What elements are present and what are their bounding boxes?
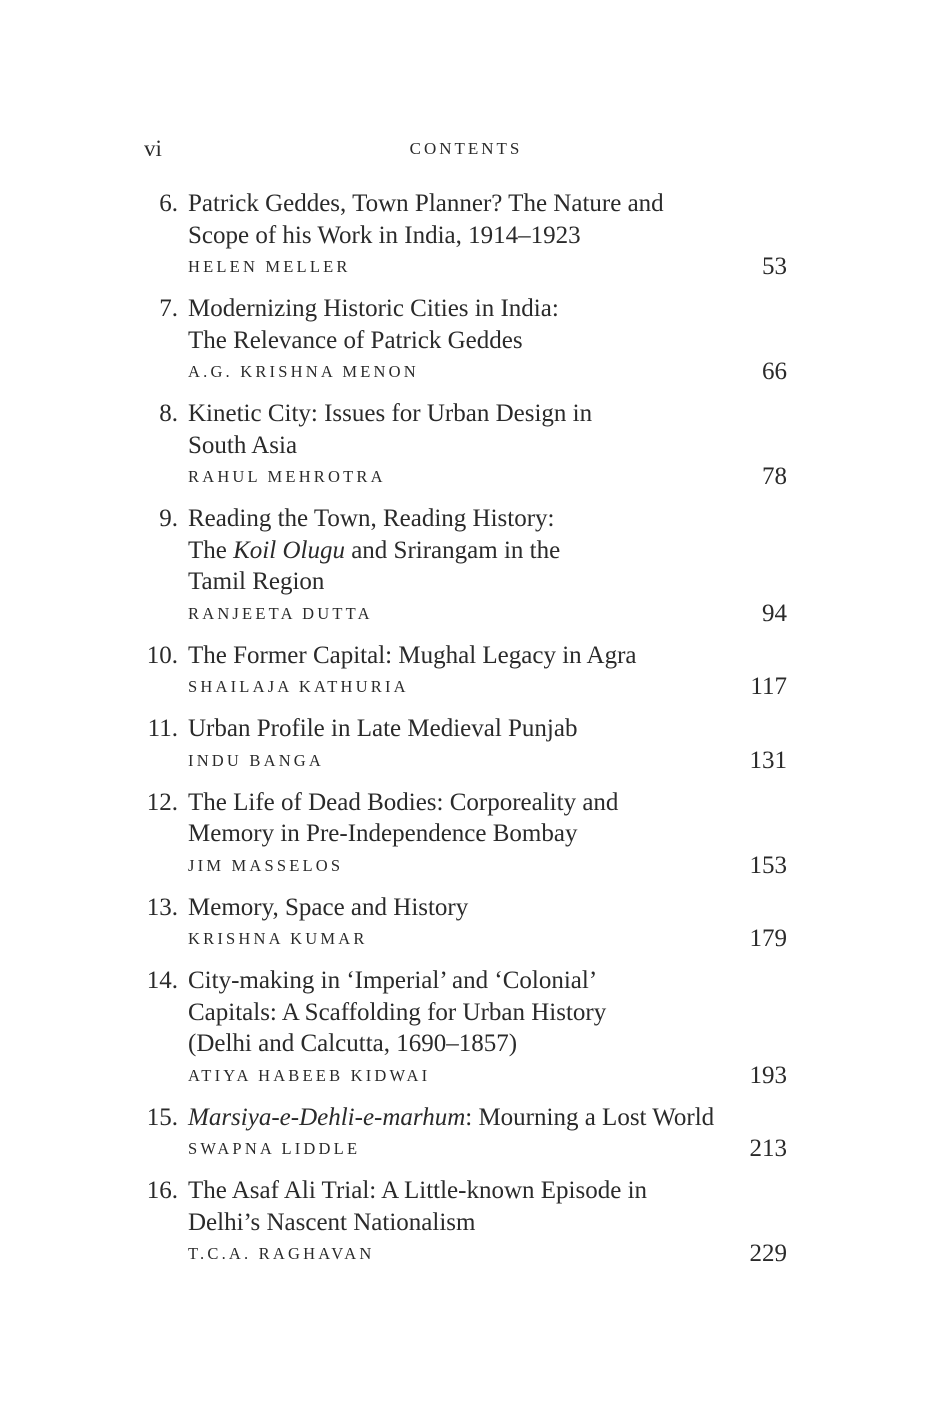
page-number: 193 (749, 1061, 787, 1089)
toc-entry[interactable] (0, 503, 932, 629)
chapter-number: 11. (147, 715, 178, 742)
chapter-author: RAHUL MEHROTRA (188, 467, 386, 486)
chapter-title: The Life of Dead Bodies: Corporeality and Memory in Pre-Independence Bombay (188, 788, 619, 847)
title-italic: Marsiya-e-Dehli-e-marhum (188, 1103, 466, 1131)
chapter-author: SHAILAJA KATHURIA (188, 677, 409, 696)
title-text: and Srirangam in the Tamil Region (188, 536, 561, 595)
chapter-number: 7. (159, 295, 178, 322)
chapter-author: A.G. KRISHNA MENON (188, 362, 419, 381)
chapter-author: RANJEETA DUTTA (188, 603, 373, 623)
chapter-title: Patrick Geddes, Town Planner? The Nature and Scope of his Work in India, 1914–1923 (188, 190, 664, 249)
chapter-title: Memory, Space and History (188, 893, 469, 921)
toc-entry[interactable] (0, 892, 932, 955)
chapter-title: The Former Capital: Mughal Legacy in Agra (188, 641, 637, 669)
chapter-number: 9. (159, 505, 178, 532)
title-italic: Koil Olugu (233, 536, 345, 564)
chapter-title (188, 503, 728, 598)
toc-entry[interactable] (0, 1102, 932, 1165)
chapter-number: 16. (146, 1177, 178, 1204)
chapter-title: Urban Profile in Late Medieval Punjab (188, 715, 578, 742)
page-folio: vi (144, 136, 162, 161)
running-head (0, 134, 932, 164)
page-number: 117 (750, 673, 787, 700)
chapter-author: INDU BANGA (188, 750, 325, 770)
page-number: 229 (749, 1240, 787, 1267)
table-of-contents (0, 188, 932, 1280)
page-number: 153 (749, 851, 787, 879)
toc-entry[interactable] (0, 965, 932, 1091)
toc-entry[interactable] (0, 188, 932, 282)
running-title: CONTENTS (409, 139, 523, 158)
toc-entry[interactable] (0, 640, 932, 703)
page-number: 53 (762, 253, 787, 280)
chapter-title: Kinetic City: Issues for Urban Design in South Asia (188, 400, 593, 459)
chapter-number: 8. (159, 400, 178, 427)
chapter-number: 13. (146, 893, 178, 921)
page-number: 131 (749, 746, 787, 774)
toc-entry[interactable] (0, 1175, 932, 1269)
chapter-title: The Asaf Ali Trial: A Little-known Episode in Delhi’s Nascent Nationalism (188, 1177, 648, 1236)
chapter-number: 6. (159, 190, 178, 217)
chapter-number: 14. (146, 967, 178, 994)
chapter-author: ATIYA HABEEB KIDWAI (188, 1065, 431, 1085)
chapter-author: SWAPNA LIDDLE (188, 1139, 361, 1158)
page-number: 94 (762, 599, 787, 627)
chapter-number: 15. (146, 1103, 178, 1131)
chapter-author: HELEN MELLER (188, 257, 351, 276)
page-number: 78 (762, 463, 787, 490)
title-text: : Mourning a Lost World (465, 1103, 715, 1131)
title-text: Reading the Town, Reading History: The (188, 505, 555, 564)
page-number: 179 (749, 925, 787, 952)
chapter-number: 10. (146, 641, 178, 669)
chapter-number: 12. (146, 788, 178, 816)
chapter-author: KRISHNA KUMAR (188, 929, 368, 948)
toc-entry[interactable] (0, 398, 932, 492)
page-number: 213 (749, 1135, 787, 1162)
toc-entry[interactable] (0, 293, 932, 387)
chapter-title: City-making in ‘Imperial’ and ‘Colonial’ Capitals: A Scaffolding for Urban History (Delhi and Calcutta, 1690–1857) (188, 967, 607, 1057)
chapter-title (188, 1102, 728, 1134)
toc-entry[interactable] (0, 787, 932, 881)
chapter-author: T.C.A. RAGHAVAN (188, 1244, 375, 1263)
chapter-title: Modernizing Historic Cities in India: The Relevance of Patrick Geddes (188, 295, 559, 354)
toc-entry[interactable] (0, 713, 932, 776)
page-number: 66 (762, 358, 787, 385)
chapter-author: JIM MASSELOS (188, 855, 344, 875)
